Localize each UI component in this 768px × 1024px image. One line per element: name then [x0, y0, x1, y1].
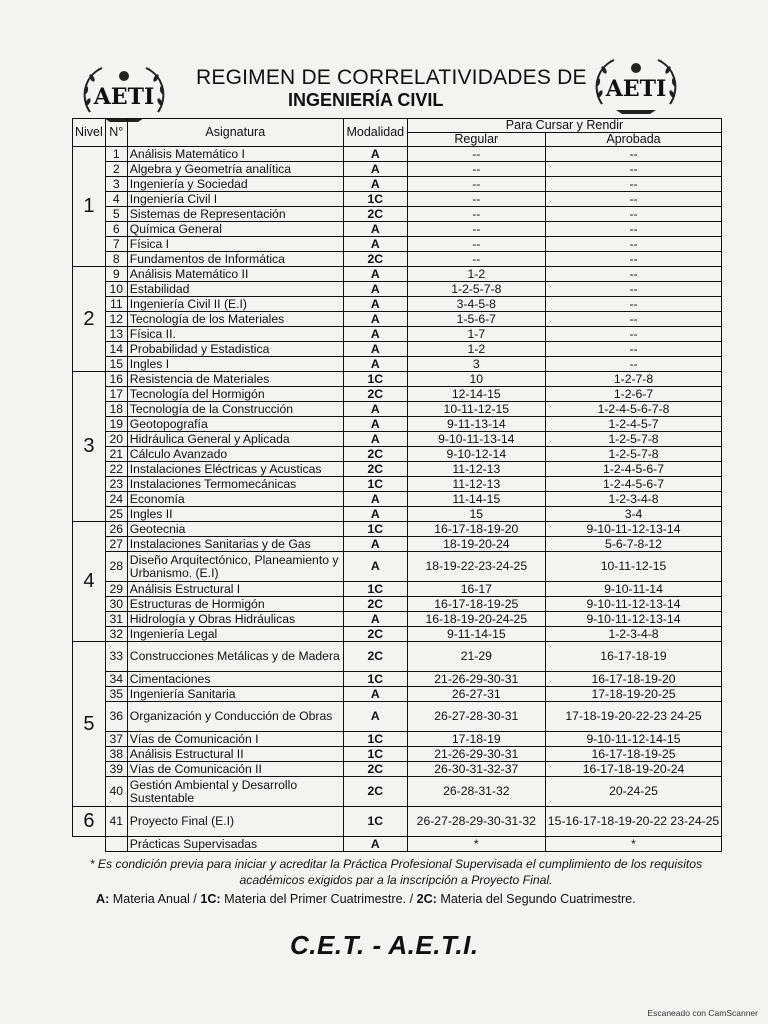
subject-name: Vías de Comunicación I [127, 732, 343, 747]
subject-modalidad: A [343, 357, 407, 372]
subject-regular: 1-2 [407, 342, 545, 357]
table-row [73, 447, 722, 462]
subject-modalidad: 2C [343, 462, 407, 477]
subject-aprobada: 1-2-4-5-6-7 [545, 477, 721, 492]
table-row [73, 537, 722, 552]
subject-name: Análisis Matemático I [127, 147, 343, 162]
subject-number: 23 [105, 477, 127, 492]
subject-name: Tecnología del Hormigón [127, 387, 343, 402]
subject-modalidad: 1C [343, 477, 407, 492]
subject-modalidad: A [343, 612, 407, 627]
subject-modalidad: 1C [343, 732, 407, 747]
table-row [73, 762, 722, 777]
subject-modalidad: A [343, 402, 407, 417]
subject-number: 1 [105, 147, 127, 162]
subject-name: Ingeniería Civil I [127, 192, 343, 207]
subject-aprobada: -- [545, 267, 721, 282]
subject-modalidad: 1C [343, 192, 407, 207]
table-row [73, 192, 722, 207]
subject-modalidad: A [343, 507, 407, 522]
subject-aprobada: 1-2-5-7-8 [545, 432, 721, 447]
subject-regular: -- [407, 162, 545, 177]
subject-number: 34 [105, 672, 127, 687]
subject-modalidad: 2C [343, 762, 407, 777]
subject-aprobada: 9-10-11-12-13-14 [545, 597, 721, 612]
subject-number: 14 [105, 342, 127, 357]
subject-aprobada: -- [545, 147, 721, 162]
subject-number: 38 [105, 747, 127, 762]
subject-number: 7 [105, 237, 127, 252]
subject-regular: 26-30-31-32-37 [407, 762, 545, 777]
nivel-cell: 5 [73, 642, 106, 807]
subject-modalidad: A [343, 492, 407, 507]
subject-regular: 16-17 [407, 582, 545, 597]
table-row [73, 222, 722, 237]
subject-regular: 12-14-15 [407, 387, 545, 402]
subject-modalidad: 1C [343, 747, 407, 762]
subject-number: 12 [105, 312, 127, 327]
correlatividades-table-wrapper [72, 118, 722, 852]
subject-number: 28 [105, 552, 127, 582]
header-nivel: Nivel [73, 119, 106, 147]
legend-a-text: Materia Anual / [109, 892, 201, 906]
table-row [73, 267, 722, 282]
subject-aprobada: 10-11-12-15 [545, 552, 721, 582]
subject-aprobada: 17-18-19-20-22-23 24-25 [545, 702, 721, 732]
subject-name: Análisis Estructural I [127, 582, 343, 597]
subject-name: Análisis Matemático II [127, 267, 343, 282]
subject-number-empty [105, 837, 127, 852]
subject-modalidad: A [343, 837, 407, 852]
subject-name: Física II. [127, 327, 343, 342]
subject-regular: 9-10-12-14 [407, 447, 545, 462]
table-row [73, 147, 722, 162]
table-row [73, 747, 722, 762]
subject-number: 11 [105, 297, 127, 312]
subject-modalidad: A [343, 162, 407, 177]
subject-name: Ingles I [127, 357, 343, 372]
table-row [73, 777, 722, 807]
header-para-cursar: Para Cursar y Rendir [407, 119, 721, 133]
subject-regular: 26-28-31-32 [407, 777, 545, 807]
subject-number: 26 [105, 522, 127, 537]
subject-regular: 21-26-29-30-31 [407, 747, 545, 762]
table-row [73, 522, 722, 537]
subject-name: Ingeniería y Sociedad [127, 177, 343, 192]
subject-modalidad: A [343, 687, 407, 702]
table-row [73, 507, 722, 522]
subject-regular: 11-12-13 [407, 462, 545, 477]
subject-name: Probabilidad y Estadistica [127, 342, 343, 357]
subject-aprobada: 1-2-4-5-7 [545, 417, 721, 432]
subject-name: Hidrología y Obras Hidráulicas [127, 612, 343, 627]
subject-number: 27 [105, 537, 127, 552]
header-asignatura: Asignatura [127, 119, 343, 147]
subject-regular: 9-11-14-15 [407, 627, 545, 642]
subject-name: Ingeniería Civil II (E.I) [127, 297, 343, 312]
subject-modalidad: 2C [343, 252, 407, 267]
subject-number: 8 [105, 252, 127, 267]
table-row [73, 687, 722, 702]
subject-modalidad: 2C [343, 777, 407, 807]
legend-2c-key: 2C: [416, 892, 437, 906]
table-row [73, 702, 722, 732]
modalidad-legend [96, 892, 696, 906]
brand-signature: C.E.T. - A.E.T.I. [290, 930, 479, 960]
subject-modalidad: A [343, 552, 407, 582]
subject-aprobada: 9-10-11-14 [545, 582, 721, 597]
subject-modalidad: A [343, 702, 407, 732]
header-modalidad: Modalidad [343, 119, 407, 147]
subject-name: Tecnología de la Construcción [127, 402, 343, 417]
subject-modalidad: A [343, 177, 407, 192]
table-row [73, 552, 722, 582]
subject-modalidad: A [343, 222, 407, 237]
subject-regular: 17-18-19 [407, 732, 545, 747]
table-row [73, 297, 722, 312]
subject-aprobada: 1-2-6-7 [545, 387, 721, 402]
subject-modalidad: 2C [343, 207, 407, 222]
subject-aprobada: -- [545, 357, 721, 372]
subject-aprobada: -- [545, 312, 721, 327]
table-row [73, 432, 722, 447]
legend-a-key: A: [96, 892, 110, 906]
subject-regular: 3 [407, 357, 545, 372]
subject-name: Estabilidad [127, 282, 343, 297]
subject-number: 21 [105, 447, 127, 462]
subject-modalidad: 1C [343, 672, 407, 687]
subject-regular: 1-2 [407, 267, 545, 282]
table-row [73, 387, 722, 402]
table-row [73, 807, 722, 837]
subject-name: Organización y Conducción de Obras [127, 702, 343, 732]
subject-name: Fundamentos de Informática [127, 252, 343, 267]
subject-name: Instalaciones Termomecánicas [127, 477, 343, 492]
subject-name: Geotecnia [127, 522, 343, 537]
subject-modalidad: 2C [343, 642, 407, 672]
subject-name: Diseño Arquitectónico, Planeamiento y Urbanismo. (E.I) [127, 552, 343, 582]
subject-number: 35 [105, 687, 127, 702]
subject-name: Economía [127, 492, 343, 507]
table-row [73, 282, 722, 297]
subject-aprobada: 1-2-4-5-6-7-8 [545, 402, 721, 417]
table-row [73, 207, 722, 222]
subject-modalidad: A [343, 312, 407, 327]
subject-regular: 21-26-29-30-31 [407, 672, 545, 687]
subject-number: 15 [105, 357, 127, 372]
subject-name: Prácticas Supervisadas [127, 837, 343, 852]
subject-modalidad: A [343, 297, 407, 312]
subject-name: Ingeniería Sanitaria [127, 687, 343, 702]
subject-regular: 10-11-12-15 [407, 402, 545, 417]
subject-regular: -- [407, 252, 545, 267]
scanner-watermark: Escaneado con CamScanner [647, 1008, 758, 1018]
subject-name: Ingeniería Legal [127, 627, 343, 642]
subject-number: 24 [105, 492, 127, 507]
subject-number: 18 [105, 402, 127, 417]
subject-regular: 26-27-28-30-31 [407, 702, 545, 732]
subject-regular: 26-27-31 [407, 687, 545, 702]
subject-name: Instalaciones Eléctricas y Acusticas [127, 462, 343, 477]
table-row [73, 312, 722, 327]
table-row [73, 342, 722, 357]
subject-regular: 18-19-20-24 [407, 537, 545, 552]
subject-aprobada: 3-4 [545, 507, 721, 522]
subject-aprobada: 1-2-3-4-8 [545, 492, 721, 507]
title-line-2: INGENIERÍA CIVIL [288, 90, 444, 110]
subject-name: Vías de Comunicación II [127, 762, 343, 777]
subject-regular: -- [407, 207, 545, 222]
subject-regular: -- [407, 237, 545, 252]
subject-regular: 9-11-13-14 [407, 417, 545, 432]
table-row [73, 177, 722, 192]
legend-1c-text: Materia del Primer Cuatrimestre. / [220, 892, 417, 906]
header-numero: N° [105, 119, 127, 147]
subject-modalidad: A [343, 537, 407, 552]
subject-name: Tecnología de los Materiales [127, 312, 343, 327]
subject-aprobada: -- [545, 177, 721, 192]
subject-name: Estructuras de Hormigón [127, 597, 343, 612]
nivel-cell: 6 [73, 807, 106, 837]
subject-modalidad: 2C [343, 387, 407, 402]
subject-aprobada: 9-10-11-12-14-15 [545, 732, 721, 747]
subject-number: 31 [105, 612, 127, 627]
table-row [73, 612, 722, 627]
table-row [73, 357, 722, 372]
subject-aprobada: 9-10-11-12-13-14 [545, 522, 721, 537]
subject-regular: -- [407, 222, 545, 237]
subject-modalidad: 1C [343, 522, 407, 537]
table-row-practicas [73, 837, 722, 852]
aeti-logo-left [76, 62, 172, 126]
subject-number: 39 [105, 762, 127, 777]
header-aprobada: Aprobada [545, 133, 721, 147]
subject-name: Instalaciones Sanitarias y de Gas [127, 537, 343, 552]
subject-aprobada: 1-2-3-4-8 [545, 627, 721, 642]
subject-number: 6 [105, 222, 127, 237]
table-row [73, 492, 722, 507]
svg-text:AETI: AETI [605, 76, 667, 102]
subject-name: Química General [127, 222, 343, 237]
subject-modalidad: 2C [343, 627, 407, 642]
subject-number: 19 [105, 417, 127, 432]
header-regular: Regular [407, 133, 545, 147]
subject-number: 41 [105, 807, 127, 837]
subject-regular: 18-19-22-23-24-25 [407, 552, 545, 582]
subject-aprobada: 20-24-25 [545, 777, 721, 807]
subject-aprobada: 1-2-4-5-6-7 [545, 462, 721, 477]
subject-aprobada: -- [545, 297, 721, 312]
table-row [73, 327, 722, 342]
subject-regular: 15 [407, 507, 545, 522]
subject-number: 25 [105, 507, 127, 522]
subject-aprobada: 16-17-18-19 [545, 642, 721, 672]
subject-name: Cálculo Avanzado [127, 447, 343, 462]
subject-regular: 11-12-13 [407, 477, 545, 492]
subject-aprobada: 1-2-5-7-8 [545, 447, 721, 462]
subject-aprobada: -- [545, 222, 721, 237]
subject-regular: -- [407, 192, 545, 207]
subject-aprobada: -- [545, 327, 721, 342]
table-row [73, 582, 722, 597]
subject-regular: -- [407, 177, 545, 192]
subject-regular: 3-4-5-8 [407, 297, 545, 312]
subject-regular: 10 [407, 372, 545, 387]
subject-aprobada: * [545, 837, 721, 852]
table-row [73, 462, 722, 477]
subject-regular: 1-5-6-7 [407, 312, 545, 327]
subject-regular: 1-2-5-7-8 [407, 282, 545, 297]
subject-regular: * [407, 837, 545, 852]
subject-name: Geotopografía [127, 417, 343, 432]
subject-aprobada: -- [545, 237, 721, 252]
table-row [73, 477, 722, 492]
footnote-practica: * Es condición previa para iniciar y acreditar la Práctica Profesional Supervisada el cumplimiento de los requisitos académicos exigidos par a la inscripción a Proyecto Final. [89, 857, 703, 888]
correlatividades-table [72, 118, 722, 852]
subject-modalidad: 1C [343, 807, 407, 837]
table-row [73, 672, 722, 687]
table-body [73, 147, 722, 852]
subject-number: 3 [105, 177, 127, 192]
nivel-cell-empty [73, 837, 106, 852]
subject-aprobada: -- [545, 207, 721, 222]
svg-text:AETI: AETI [93, 84, 155, 110]
nivel-cell: 2 [73, 267, 106, 372]
subject-modalidad: 1C [343, 582, 407, 597]
subject-number: 32 [105, 627, 127, 642]
subject-regular: 21-29 [407, 642, 545, 672]
table-row [73, 597, 722, 612]
subject-regular: 16-18-19-20-24-25 [407, 612, 545, 627]
table-row [73, 372, 722, 387]
subject-modalidad: A [343, 327, 407, 342]
subject-aprobada: 16-17-18-19-20 [545, 672, 721, 687]
subject-aprobada: -- [545, 342, 721, 357]
subject-number: 37 [105, 732, 127, 747]
subject-name: Análisis Estructural II [127, 747, 343, 762]
aeti-logo-right [588, 54, 684, 118]
subject-regular: 16-17-18-19-25 [407, 597, 545, 612]
subject-name: Resistencia de Materiales [127, 372, 343, 387]
subject-aprobada: 5-6-7-8-12 [545, 537, 721, 552]
subject-modalidad: A [343, 147, 407, 162]
subject-regular: 9-10-11-13-14 [407, 432, 545, 447]
subject-name: Física I [127, 237, 343, 252]
table-row [73, 162, 722, 177]
subject-regular: 26-27-28-29-30-31-32 [407, 807, 545, 837]
subject-name: Algebra y Geometría analítica [127, 162, 343, 177]
subject-modalidad: 1C [343, 372, 407, 387]
subject-aprobada: 16-17-18-19-25 [545, 747, 721, 762]
subject-aprobada: 15-16-17-18-19-20-22 23-24-25 [545, 807, 721, 837]
subject-regular: 11-14-15 [407, 492, 545, 507]
subject-aprobada: 16-17-18-19-20-24 [545, 762, 721, 777]
subject-regular: 1-7 [407, 327, 545, 342]
subject-number: 36 [105, 702, 127, 732]
subject-number: 17 [105, 387, 127, 402]
table-row [73, 417, 722, 432]
subject-name: Cimentaciones [127, 672, 343, 687]
subject-modalidad: A [343, 267, 407, 282]
subject-name: Proyecto Final (E.I) [127, 807, 343, 837]
subject-aprobada: 17-18-19-20-25 [545, 687, 721, 702]
subject-aprobada: -- [545, 282, 721, 297]
table-row [73, 732, 722, 747]
subject-number: 9 [105, 267, 127, 282]
subject-name: Ingles II [127, 507, 343, 522]
table-row [73, 237, 722, 252]
subject-regular: 16-17-18-19-20 [407, 522, 545, 537]
table-row [73, 252, 722, 267]
subject-modalidad: A [343, 237, 407, 252]
subject-name: Gestión Ambiental y Desarrollo Sustentable [127, 777, 343, 807]
subject-number: 4 [105, 192, 127, 207]
subject-number: 20 [105, 432, 127, 447]
subject-number: 2 [105, 162, 127, 177]
nivel-cell: 4 [73, 522, 106, 642]
subject-number: 29 [105, 582, 127, 597]
subject-modalidad: A [343, 417, 407, 432]
subject-name: Hidráulica General y Aplicada [127, 432, 343, 447]
subject-number: 5 [105, 207, 127, 222]
subject-number: 22 [105, 462, 127, 477]
subject-name: Sistemas de Representación [127, 207, 343, 222]
table-row [73, 642, 722, 672]
subject-aprobada: 9-10-11-12-13-14 [545, 612, 721, 627]
legend-1c-key: 1C: [200, 892, 221, 906]
subject-modalidad: A [343, 282, 407, 297]
subject-regular: -- [407, 147, 545, 162]
subject-modalidad: A [343, 342, 407, 357]
subject-aprobada: 1-2-7-8 [545, 372, 721, 387]
subject-number: 10 [105, 282, 127, 297]
subject-number: 13 [105, 327, 127, 342]
nivel-cell: 3 [73, 372, 106, 522]
subject-name: Construcciones Metálicas y de Madera [127, 642, 343, 672]
subject-aprobada: -- [545, 192, 721, 207]
nivel-cell: 1 [73, 147, 106, 267]
subject-number: 40 [105, 777, 127, 807]
table-row [73, 627, 722, 642]
subject-modalidad: 2C [343, 597, 407, 612]
title-line-1: REGIMEN DE CORRELATIVIDADES DE [196, 66, 587, 89]
subject-modalidad: A [343, 432, 407, 447]
subject-number: 30 [105, 597, 127, 612]
table-row [73, 402, 722, 417]
subject-aprobada: -- [545, 252, 721, 267]
subject-modalidad: 2C [343, 447, 407, 462]
subject-aprobada: -- [545, 162, 721, 177]
subject-number: 33 [105, 642, 127, 672]
subject-number: 16 [105, 372, 127, 387]
legend-2c-text: Materia del Segundo Cuatrimestre. [436, 892, 636, 906]
